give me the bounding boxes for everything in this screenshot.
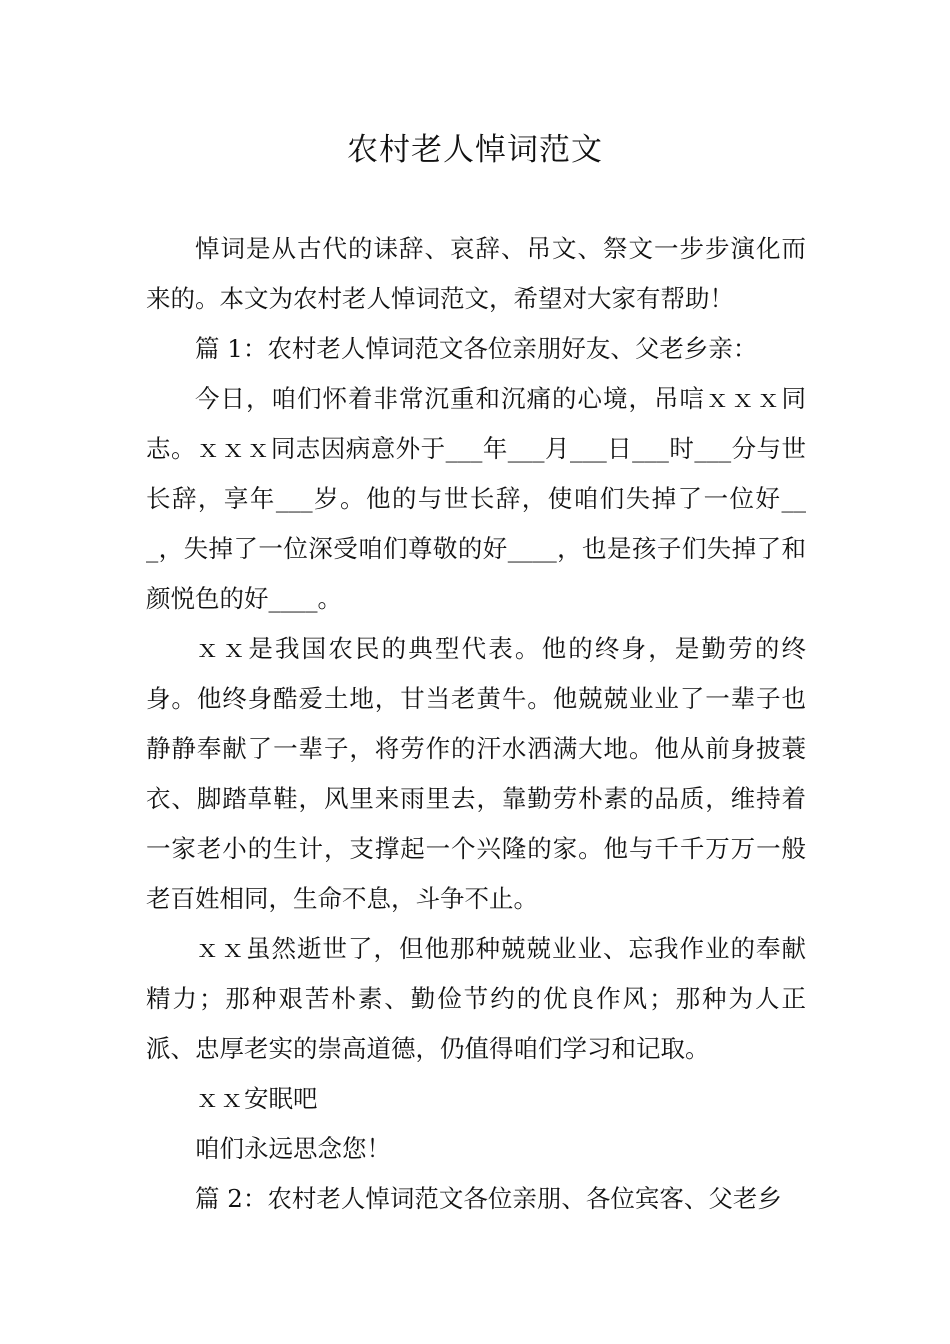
paragraph-section-1-heading: 篇 1：农村老人悼词范文各位亲朋好友、父老乡亲：	[195, 334, 758, 363]
paragraph-rest: ｘｘ安眠吧	[195, 1084, 318, 1113]
paragraph-legacy: ｘｘ虽然逝世了，但他那种兢兢业业、忘我作业的奉献精力；那种艰苦朴素、勤俭节约的优良作风；那种为人正派、忠厚老实的崇高道德，仍值得咱们学习和记取。	[146, 934, 806, 1063]
paragraph-life: ｘｘ是我国农民的典型代表。他的终身，是勤劳的终身。他终身酷爱土地，甘当老黄牛。他兢兢业业了一辈子也静静奉献了一辈子，将劳作的汗水洒满大地。他从前身披蓑衣、脚踏草鞋，风里来雨里去，靠勤劳朴素的品质，维持着一家老小的生计，支撑起一个兴隆的家。他与千千万万一般老百姓相同，生命不息，斗争不止。	[146, 634, 806, 913]
document-title: 农村老人悼词范文	[347, 132, 603, 168]
paragraph-condolence: 今日，咱们怀着非常沉重和沉痛的心境，吊唁ｘｘｘ同志。ｘｘｘ同志因病意外于___年___月___日___时___分与世长辞，享年___岁。他的与世长辞，使咱们失掉了一位好___，失掉了一位深受咱们尊敬的好____，也是孩子们失掉了和颜悦色的好____。	[146, 384, 806, 613]
paragraph-section-2-heading: 篇 2：农村老人悼词范文各位亲朋、各位宾客、父老乡	[195, 1184, 782, 1213]
paragraph-intro: 悼词是从古代的诔辞、哀辞、吊文、祭文一步步演化而来的。本文为农村老人悼词范文，希望对大家有帮助！	[146, 234, 806, 313]
paragraph-remember: 咱们永远思念您！	[195, 1134, 391, 1163]
document-body	[146, 224, 806, 1224]
